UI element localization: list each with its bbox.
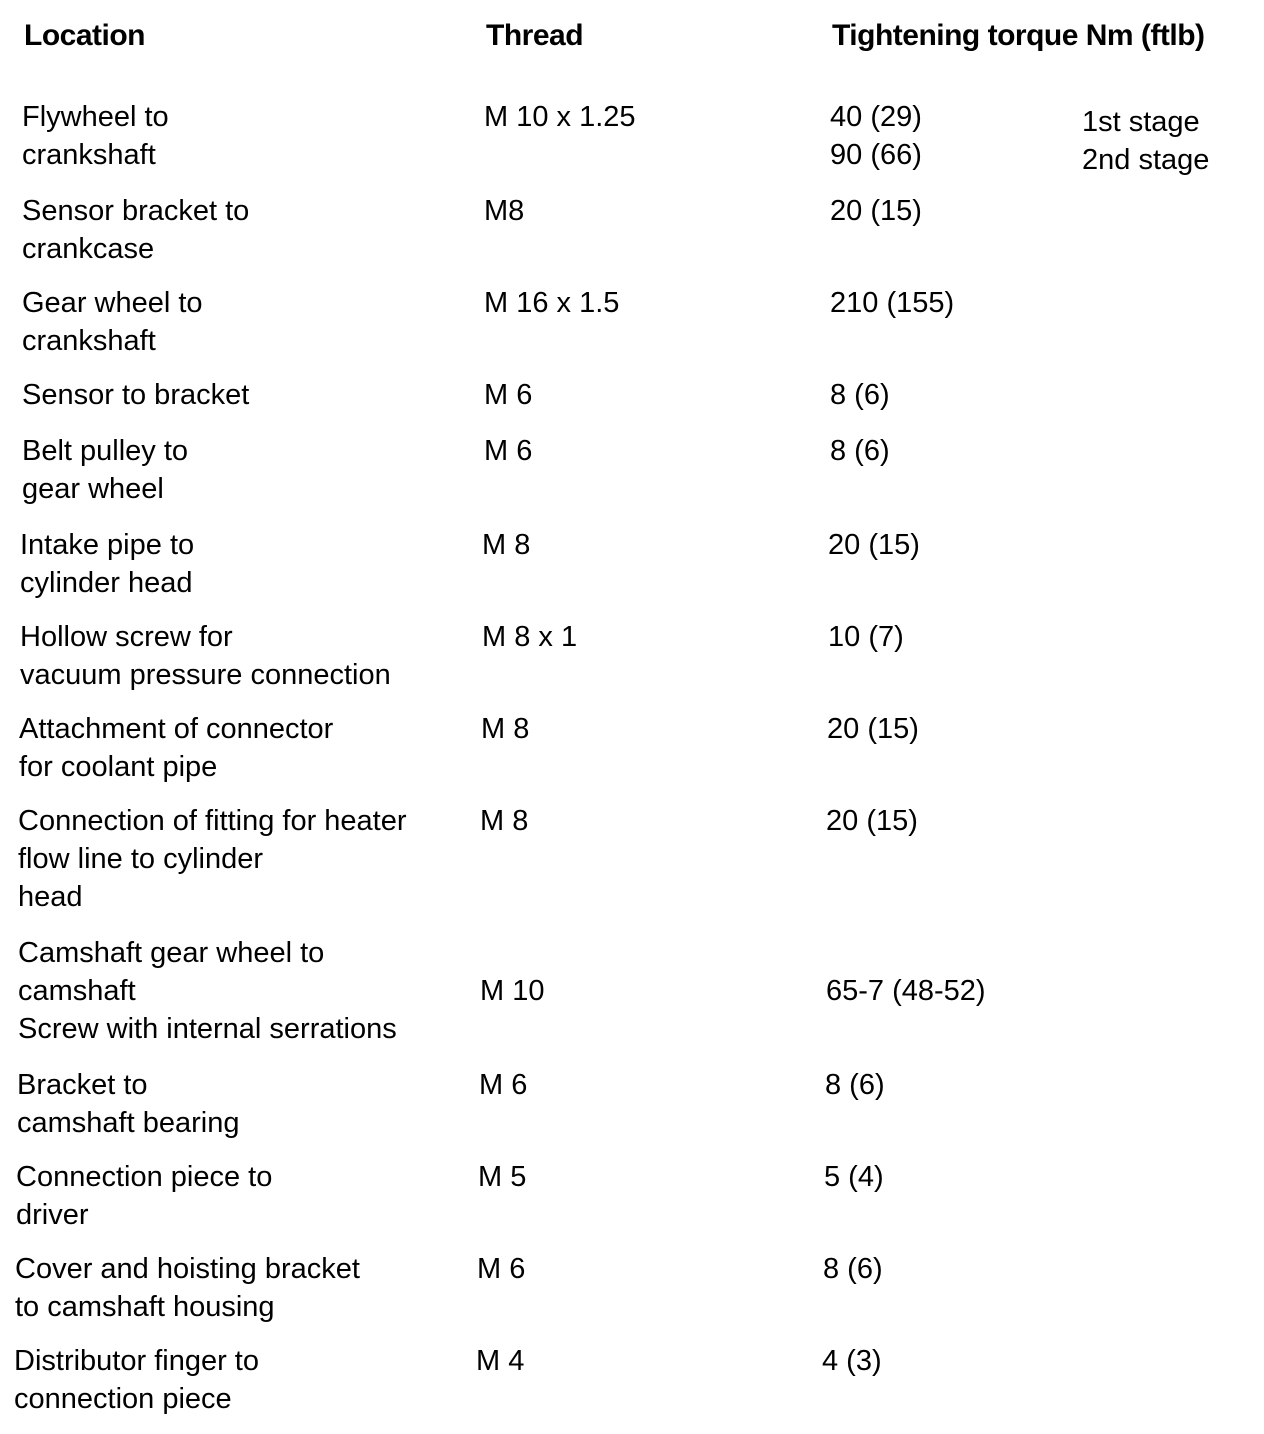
location-cell-line: camshaft bearing	[17, 1107, 240, 1139]
thread-cell	[479, 1066, 527, 1104]
thread-cell-line: M 5	[478, 1161, 527, 1193]
location-cell	[17, 1066, 239, 1142]
torque-cell	[828, 618, 904, 656]
location-cell	[16, 1158, 272, 1234]
location-cell-line: Bracket to	[17, 1069, 148, 1101]
location-cell	[18, 802, 407, 916]
torque-cell	[828, 526, 920, 564]
thread-cell-line: M8	[484, 195, 525, 227]
location-cell-line: Belt pulley to	[22, 435, 189, 467]
location-cell	[22, 432, 188, 508]
torque-cell	[830, 98, 922, 174]
torque-cell	[830, 192, 922, 230]
stage-cell-line: 2nd stage	[1082, 144, 1210, 176]
thread-cell-line: M 6	[479, 1069, 528, 1101]
thread-cell	[484, 432, 532, 470]
location-cell	[14, 1342, 259, 1418]
torque-cell	[823, 1250, 883, 1288]
location-cell-line: driver	[16, 1199, 89, 1231]
location-cell	[22, 192, 249, 268]
torque-cell-line	[826, 934, 986, 972]
location-cell-line: flow line to cylinder	[18, 843, 263, 875]
torque-cell-line: 20 (15)	[826, 805, 918, 837]
torque-cell	[826, 934, 986, 1010]
location-cell-line: Connection piece to	[16, 1161, 273, 1193]
header-location: Location	[24, 19, 145, 52]
location-cell-line: Intake pipe to	[20, 529, 195, 561]
torque-cell	[822, 1342, 882, 1380]
location-cell-line: gear wheel	[22, 473, 164, 505]
torque-cell-line: 8 (6)	[825, 1069, 885, 1101]
location-cell	[22, 98, 169, 174]
location-cell-line: for coolant pipe	[19, 751, 218, 783]
torque-cell	[830, 284, 954, 322]
thread-cell-line: M 8 x 1	[482, 621, 578, 653]
location-cell-line: crankcase	[22, 233, 155, 265]
torque-cell-line: 8 (6)	[830, 435, 890, 467]
location-cell-line: Sensor bracket to	[22, 195, 250, 227]
torque-cell	[826, 802, 918, 840]
torque-cell-line: 8 (6)	[830, 379, 890, 411]
thread-cell	[477, 1250, 525, 1288]
location-cell-line: Attachment of connector	[19, 713, 334, 745]
thread-cell	[484, 98, 636, 136]
torque-cell-line: 20 (15)	[830, 195, 922, 227]
location-cell-line: crankshaft	[22, 325, 156, 357]
torque-cell-line: 10 (7)	[828, 621, 904, 653]
thread-cell-line: M 6	[484, 379, 533, 411]
location-cell-line: cylinder head	[20, 567, 193, 599]
location-cell-line: crankshaft	[22, 139, 156, 171]
torque-cell-line: 65-7 (48-52)	[826, 975, 986, 1007]
location-cell-line: Gear wheel to	[22, 287, 203, 319]
torque-cell	[827, 710, 919, 748]
stage-cell-line: 1st stage	[1082, 106, 1200, 138]
torque-cell-line: 90 (66)	[830, 139, 922, 171]
thread-cell	[481, 710, 529, 748]
torque-cell-line: 210 (155)	[830, 287, 955, 319]
location-cell-line: connection piece	[14, 1383, 232, 1415]
location-cell-line: head	[18, 881, 83, 913]
location-cell-line: Distributor finger to	[14, 1345, 259, 1377]
header-torque: Tightening torque Nm (ftlb)	[832, 19, 1205, 52]
thread-cell-line: M 16 x 1.5	[484, 287, 620, 319]
thread-cell	[482, 526, 530, 564]
location-cell	[19, 710, 333, 786]
location-cell	[18, 934, 397, 1048]
location-cell-line: Camshaft gear wheel to	[18, 937, 325, 969]
thread-cell-line: M 10 x 1.25	[484, 101, 636, 133]
torque-cell	[825, 1066, 885, 1104]
thread-cell	[484, 376, 532, 414]
torque-cell-line: 4 (3)	[822, 1345, 882, 1377]
thread-cell-line: M 8	[480, 805, 529, 837]
thread-cell	[480, 934, 544, 1010]
torque-cell-line: 40 (29)	[830, 101, 922, 133]
location-cell-line: Sensor to bracket	[22, 379, 250, 411]
location-cell-line: Flywheel to	[22, 101, 169, 133]
thread-cell-line: M 6	[477, 1253, 526, 1285]
thread-cell	[484, 284, 619, 322]
location-cell-line: Screw with internal serrations	[18, 1013, 397, 1045]
torque-cell-line: 5 (4)	[824, 1161, 884, 1193]
stage-cell	[1082, 103, 1209, 179]
location-cell	[20, 526, 194, 602]
thread-cell	[480, 802, 528, 840]
thread-cell-line: M 8	[482, 529, 531, 561]
location-cell-line: Cover and hoisting bracket	[15, 1253, 360, 1285]
thread-cell-line: M 4	[476, 1345, 525, 1377]
location-cell-line: Connection of fitting for heater	[18, 805, 407, 837]
location-cell-line: to camshaft housing	[15, 1291, 275, 1323]
location-cell-line: Hollow screw for	[20, 621, 233, 653]
torque-cell-line: 8 (6)	[823, 1253, 883, 1285]
torque-cell-line: 20 (15)	[827, 713, 919, 745]
thread-cell-line: M 8	[481, 713, 530, 745]
location-cell	[22, 284, 203, 360]
torque-cell	[824, 1158, 884, 1196]
thread-cell-line	[480, 934, 544, 972]
thread-cell-line: M 6	[484, 435, 533, 467]
thread-cell	[484, 192, 524, 230]
thread-cell-line: M 10	[480, 975, 545, 1007]
thread-cell	[478, 1158, 526, 1196]
location-cell-line: camshaft	[18, 975, 136, 1007]
torque-cell	[830, 376, 890, 414]
location-cell	[15, 1250, 360, 1326]
thread-cell	[476, 1342, 524, 1380]
torque-cell-line: 20 (15)	[828, 529, 920, 561]
header-thread: Thread	[486, 19, 584, 52]
location-cell	[20, 618, 391, 694]
location-cell	[22, 376, 249, 414]
location-cell-line: vacuum pressure connection	[20, 659, 391, 691]
thread-cell	[482, 618, 577, 656]
torque-cell	[830, 432, 890, 470]
